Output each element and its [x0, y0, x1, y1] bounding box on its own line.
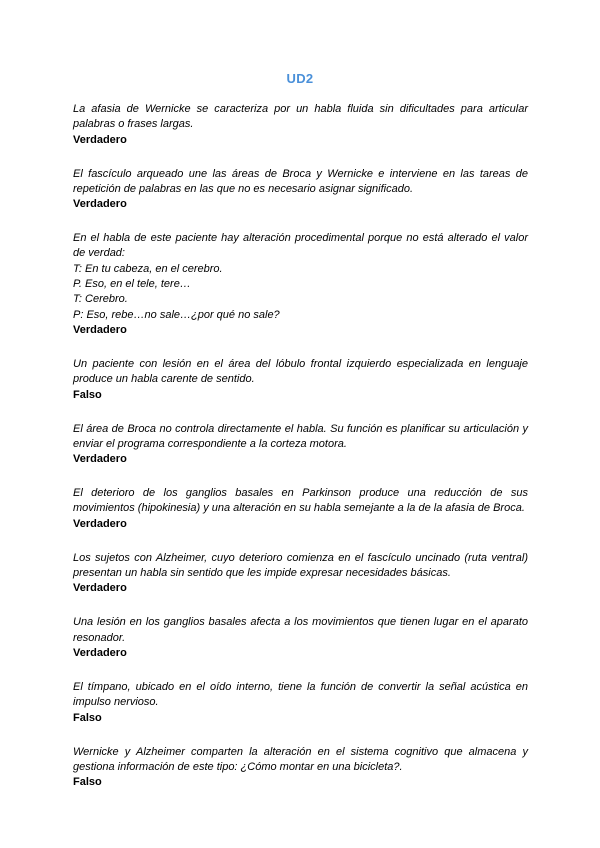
answer-label: Verdadero	[73, 133, 127, 146]
answer-label: Verdadero	[73, 582, 127, 595]
statement-text: El tímpano, ubicado en el oído interno, tiene la función de convertir la señal acústica en impulso nervioso.	[73, 680, 528, 709]
answer-label: Falso	[73, 776, 102, 789]
statement-text: El fascículo arqueado une las áreas de Broca y Wernicke e interviene en las tareas de repetición de palabras en las que no es necesario asignar significado.	[73, 167, 528, 195]
question-item	[73, 357, 528, 403]
question-item	[73, 231, 528, 338]
question-item	[73, 680, 528, 726]
question-item	[73, 615, 528, 661]
answer-label: Verdadero	[73, 453, 127, 466]
statement-text: La afasia de Wernicke se caracteriza por un habla fluida sin dificultades para articular palabras o frases largas.	[73, 103, 528, 131]
statement-text: Wernicke y Alzheimer comparten la alteración en el sistema cognitivo que almacena y gestiona información de este tipo: ¿Cómo montar en una bicicleta?.	[73, 745, 528, 773]
question-item	[73, 486, 528, 532]
dialogue-line: T: En tu cabeza, en el cerebro.	[73, 262, 223, 275]
question-item	[73, 745, 528, 791]
answer-label: Verdadero	[73, 646, 127, 659]
answer-label: Falso	[73, 711, 102, 724]
page-title: UD2	[286, 71, 314, 86]
dialogue-line: P: Eso, rebe…no sale…¿por qué no sale?	[73, 308, 280, 321]
answer-label: Falso	[73, 388, 102, 401]
statement-text: Los sujetos con Alzheimer, cuyo deterioro comienza en el fascículo uncinado (ruta ventral) presentan un habla sin sentido que les impide expresar necesidades básicas.	[73, 551, 528, 580]
question-item	[73, 102, 528, 148]
dialogue-line: P. Eso, en el tele, tere…	[73, 278, 191, 291]
statement-text	[73, 231, 528, 323]
question-item	[73, 422, 528, 468]
answer-label: Verdadero	[73, 517, 127, 530]
dialogue-line: T: Cerebro.	[73, 293, 128, 306]
answer-label: Verdadero	[73, 198, 127, 211]
statement-text: Un paciente con lesión en el área del lóbulo frontal izquierdo especializada en lenguaje produce un habla carente de sentido.	[73, 357, 528, 386]
statement-text: El deterioro de los ganglios basales en Parkinson produce una reducción de sus movimientos (hipokinesia) y una alteración en su habla semejante a la de la afasia de Broca.	[73, 487, 528, 515]
statement-line: En el habla de este paciente hay alteración procedimental porque no está alterado el valor de verdad:	[73, 232, 528, 260]
question-item	[73, 167, 528, 213]
statement-text: Una lesión en los ganglios basales afecta a los movimientos que tienen lugar en el aparato resonador.	[73, 616, 528, 644]
question-list	[73, 102, 528, 809]
answer-label: Verdadero	[73, 323, 127, 336]
statement-text: El área de Broca no controla directamente el habla. Su función es planificar su articulación y enviar el programa correspondiente a la corteza motora.	[73, 422, 528, 450]
question-item	[73, 551, 528, 597]
